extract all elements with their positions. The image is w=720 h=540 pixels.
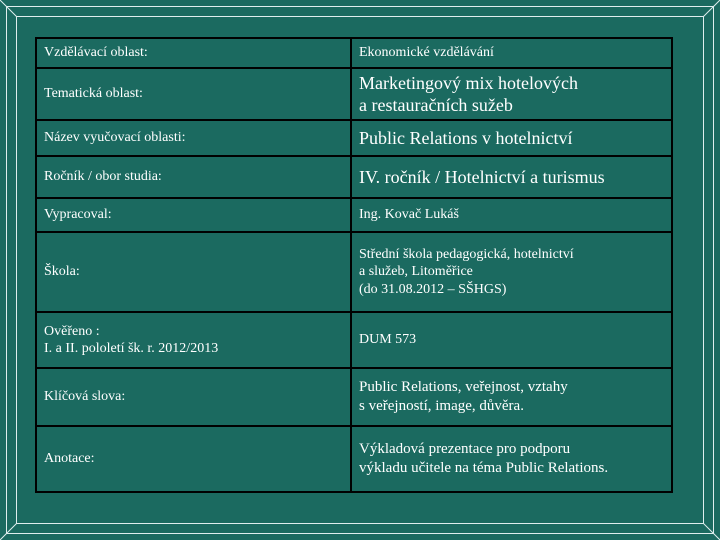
table-row [36,198,672,232]
label-vzdelavaci-oblast: Vzdělávací oblast: [36,38,351,68]
table-row [36,368,672,426]
table-row [36,312,672,368]
label-anotace: Anotace: [36,426,351,492]
label-klicova-slova: Klíčová slova: [36,368,351,426]
metadata-table [35,37,673,493]
value-tematicka-oblast: Marketingový mix hotelových a restauračních sužeb [351,68,672,120]
label-tematicka-oblast: Tematická oblast: [36,68,351,120]
value-rocnik-obor: IV. ročník / Hotelnictví a turismus [351,156,672,198]
table-row [36,120,672,156]
label-skola: Škola: [36,232,351,312]
value-nazev-vyucovaci-oblasti: Public Relations v hotelnictví [351,120,672,156]
table-row [36,232,672,312]
label-overeno: Ověřeno : I. a II. pololetí šk. r. 2012/2013 [36,312,351,368]
value-vypracoval: Ing. Kovač Lukáš [351,198,672,232]
value-vzdelavaci-oblast: Ekonomické vzdělávání [351,38,672,68]
table-row [36,426,672,492]
value-klicova-slova: Public Relations, veřejnost, vztahy s veřejností, image, důvěra. [351,368,672,426]
label-rocnik-obor: Ročník / obor studia: [36,156,351,198]
label-nazev-vyucovaci-oblasti: Název vyučovací oblasti: [36,120,351,156]
table-row [36,156,672,198]
table-row [36,38,672,68]
table-row [36,68,672,120]
value-overeno: DUM 573 [351,312,672,368]
value-skola: Střední škola pedagogická, hotelnictví a služeb, Litoměřice (do 31.08.2012 – SŠHGS) [351,232,672,312]
value-anotace: Výkladová prezentace pro podporu výkladu učitele na téma Public Relations. [351,426,672,492]
label-vypracoval: Vypracoval: [36,198,351,232]
